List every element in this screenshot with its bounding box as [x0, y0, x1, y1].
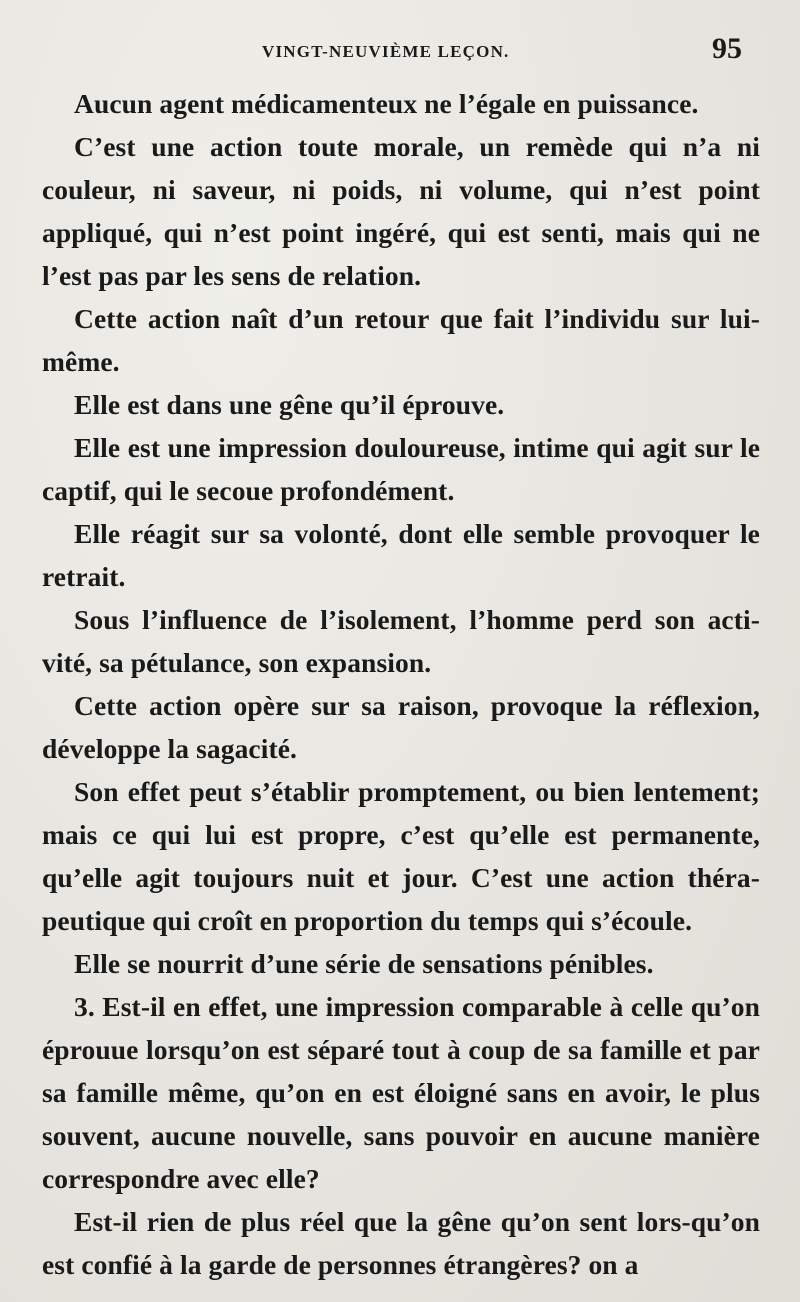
- paragraph: C’est une action toute morale, un remède qui n’a ni couleur, ni saveur, ni poids, ni volume, qui n’est point appliqué, qui n’est point ingéré, qui est senti, mais qui ne l’est pas par les sens de relation.: [42, 131, 760, 291]
- paragraph: Elle se nourrit d’une série de sensations pénibles.: [74, 948, 654, 979]
- paragraph: Elle est une impression douloureuse, intime qui agit sur le captif, qui le secoue profondément.: [42, 432, 760, 506]
- page-number: 95: [712, 32, 742, 65]
- paragraph: Cette action opère sur sa raison, provoque la réflexion, développe la sagacité.: [42, 690, 760, 764]
- paragraph: Elle est dans une gêne qu’il éprouve.: [74, 389, 505, 420]
- paragraph: Aucun agent médicamenteux ne l’égale en puissance.: [74, 88, 699, 119]
- paragraph: 3. Est-il en effet, une impression comparable à celle qu’on éprouue lorsqu’on est séparé tout à coup de sa famille et par sa famille même, qu’on en est éloigné sans en avoir, le plus souvent, aucune nouvelle, sans pouvoir en aucune manière correspondre avec elle?: [42, 991, 760, 1194]
- running-head: VINGT-NEUVIÈME LEÇON.: [262, 42, 510, 61]
- body-text: [42, 82, 760, 1286]
- paragraph: Son effet peut s’établir promptement, ou bien lentement; mais ce qui lui est propre, c’est qu’elle est permanente, qu’elle agit toujours nuit et jour. C’est une action théra-peutique qui croît en proportion du temps qui s’écoule.: [42, 776, 760, 936]
- paragraph: Est-il rien de plus réel que la gêne qu’on sent lors-qu’on est confié à la garde de personnes étrangères? on a: [42, 1206, 760, 1280]
- paragraph: Elle réagit sur sa volonté, dont elle semble provoquer le retrait.: [42, 518, 760, 592]
- paragraph: Sous l’influence de l’isolement, l’homme perd son acti-vité, sa pétulance, son expansion.: [42, 604, 760, 678]
- page-header: [0, 28, 800, 68]
- paragraph: Cette action naît d’un retour que fait l’individu sur lui-même.: [42, 303, 760, 377]
